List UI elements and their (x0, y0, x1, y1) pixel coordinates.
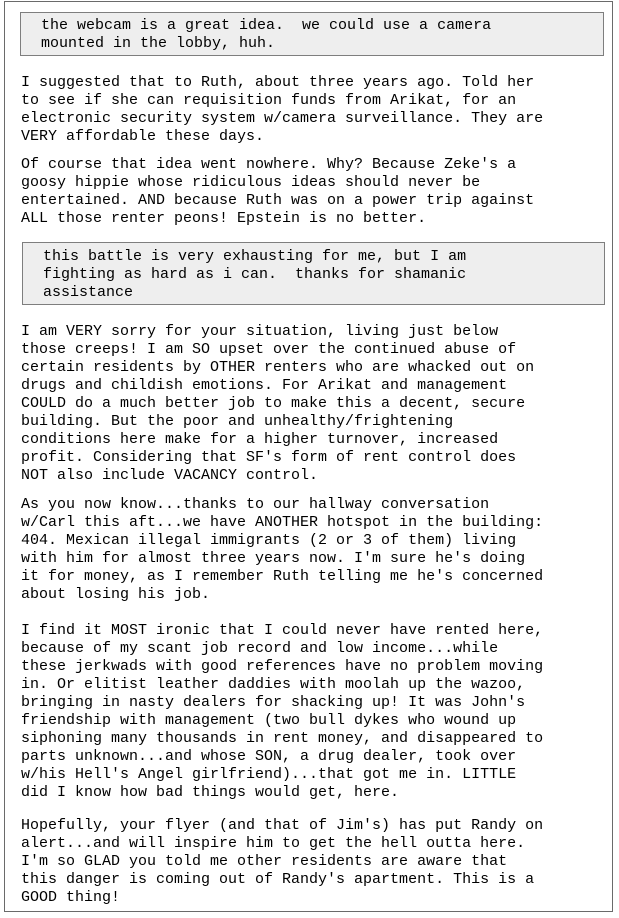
paragraph-3: I am VERY sorry for your situation, living just below those creeps! I am SO upset over the continued abuse of certain residents by OTHER renters who are whacked out on drugs and childish emotions. For Arikat and management COULD do a much better job to make this a decent, secure building. But the poor and unhealthy/frightening conditions here make for a higher turnover, increased profit. Considering that SF's form of rent control does NOT also include VACANCY control. (21, 323, 535, 484)
paragraph-1: I suggested that to Ruth, about three years ago. Told her to see if she can requisition funds from Arikat, for an electronic security system w/camera surveillance. They are VERY affordable these days. (21, 74, 544, 145)
quoted-reply-2 (22, 242, 605, 305)
paragraph-6: Hopefully, your flyer (and that of Jim's) has put Randy on alert...and will inspire him to get the hell outta here. I'm so GLAD you told me other residents are aware that this danger is coming out of Randy's apartment. This is a GOOD thing! (21, 817, 544, 906)
quoted-reply-1 (20, 12, 604, 56)
paragraph-5: I find it MOST ironic that I could never have rented here, because of my scant job record and low income...while these jerkwads with good references have no problem moving in. Or elitist leather daddies with moolah up the wazoo, bringing in nasty dealers for shacking up! It was John's friendship with management (two bull dykes who wound up siphoning many thousands in rent money, and disappeared to parts unknown...and whose SON, a drug dealer, took over w/his Hell's Angel girlfriend)...that got me in. LITTLE did I know how bad things would get, here. (21, 622, 544, 801)
paragraph-4: As you now know...thanks to our hallway conversation w/Carl this aft...we have ANOTHER hotspot in the building: 404. Mexican illegal immigrants (2 or 3 of them) living with him for almost three years now. I'm sure he's doing it for money, as I remember Ruth telling me he's concerned about losing his job. (21, 496, 544, 603)
document-frame (4, 1, 613, 912)
quoted-reply-1-text: the webcam is a great idea. we could use a camera mounted in the lobby, huh. (41, 17, 492, 52)
paragraph-2: Of course that idea went nowhere. Why? Because Zeke's a goosy hippie whose ridiculous ideas should never be entertained. AND because Ruth was on a power trip against ALL those renter peons! Epstein is no better. (21, 156, 535, 227)
quoted-reply-2-text: this battle is very exhausting for me, but I am fighting as hard as i can. thanks for shamanic assistance (43, 248, 467, 301)
